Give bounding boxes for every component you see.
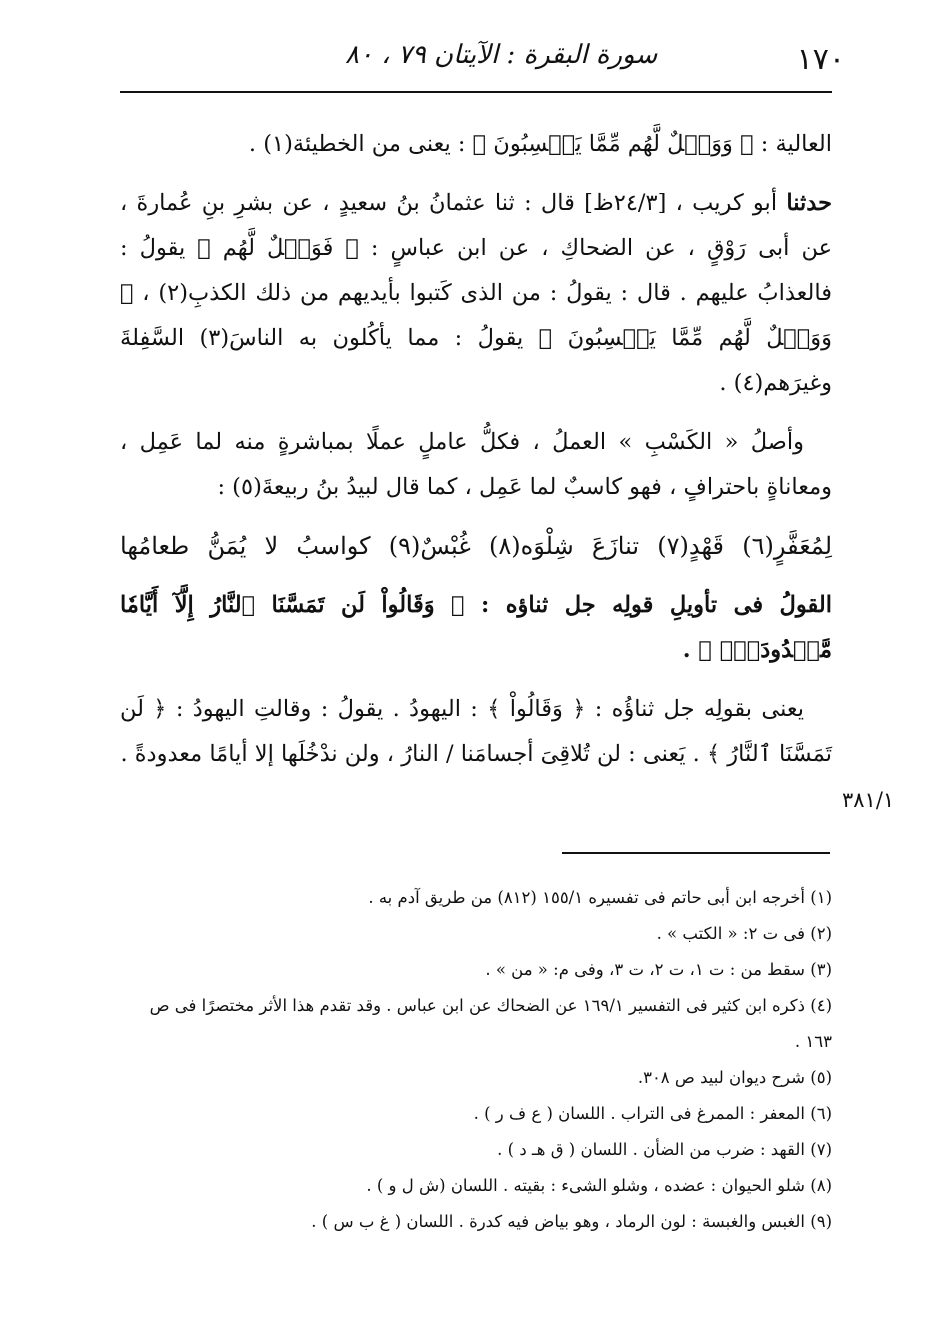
footnote-9: (٩) الغبس والغبسة : لون الرماد ، وهو بياض فيه كدرة . اللسان ( غ ب س ) . (311, 1212, 832, 1231)
isnad-lead: حدثنا (786, 190, 832, 216)
header-rule (120, 91, 832, 93)
section-heading: القولُ فى تأويلِ قولِه جل ثناؤه : ﴿ وَقَالُواْ لَن تَمَسَّنَا ٱلنَّارُ إِلَّآ أَيَّامٗا مَّعۡدُودَةٗۚ ﴾ . (120, 592, 832, 663)
footnote-8: (٨) شلو الحيوان : عضده ، وشلو الشىء : بقيته . اللسان (ش ل و ) . (366, 1176, 832, 1195)
footnote-1: (١) أخرجه ابن أبى حاتم فى تفسيره ١٥٥/١ (٨١٢) من طريق آدم به . (368, 888, 832, 907)
footnote-5: (٥) شرح ديوان لبيد ص ٣٠٨. (637, 1068, 832, 1087)
footnote-2: (٢) فى ت ٢: « الكتب » . (656, 924, 832, 943)
footnote-6: (٦) المعفر : الممرغ فى التراب . اللسان ( ع ف ر ) . (473, 1104, 832, 1123)
page-number: ١٧٠ (796, 42, 845, 77)
paragraph-2 (120, 181, 832, 406)
footnote-rule (562, 852, 830, 854)
main-text (120, 122, 832, 791)
poetry-verse: لِمُعَفَّرٍ(٦) قَهْدٍ(٧) تنازَعَ شِلْوَه(٨) غُبْسٌ(٩) كواسبُ لا يُمَنُّ طعامُها (120, 532, 833, 560)
footnote-3: (٣) سقط من : ت ١، ت ٢، ت ٣، وفى م: « من » . (485, 960, 832, 979)
paragraph-4: يعنى بقولِه جل ثناؤُه : ﴿ وَقَالُواْ ﴾ : اليهودُ . يقولُ : وقالتِ اليهودُ : ﴿ لَن تَمَسَّنَا ٱلنَّارُ ﴾ . يَعنى : لن تُلاقِىَ أجسامَنا / النارُ ، ولن ندْخُلَها إلا أيامًا معدودةً . (120, 696, 832, 767)
paragraph-3: وأصلُ « الكَسْبِ » العملُ ، فكلُّ عاملٍ عملًا بمباشرةٍ منه لما عَمِل ، ومعاناةٍ باحترافٍ ، فهو كاسبٌ لما عَمِل ، كما قال لبيدُ بنُ ربيعةَ(٥) : (120, 429, 832, 500)
running-header-title: سورة البقرة : الآيتان ٧٩ ، ٨٠ (345, 40, 658, 70)
footnote-7: (٧) القهد : ضرب من الضأن . اللسان ( ق هـ د ) . (497, 1140, 832, 1159)
paragraph-2-text: أبو كريب ، [٢٤/٣ظ] قال : ثنا عثمانُ بنُ سعيدٍ ، عن بشرِ بنِ عُمارةَ ، عن أبى رَوْقٍ ، عن الضحاكِ ، عن ابن عباسٍ : ﴿ فَوَيۡلٌ لَّهُم ﴾ يقولُ : فالعذابُ عليهم . قال : يقولُ : من الذى كَتبوا بأيديهم من ذلك الكذبِ(٢) ، ﴿ وَوَيۡلٌ لَّهُم مِّمَّا يَكۡسِبُونَ ﴾ يقولُ : مما يأكُلون به الناسَ(٣) السَّفِلةَ وغيرَهم(٤) . (120, 190, 832, 396)
footnotes (120, 880, 832, 1240)
paragraph-1: العالية : ﴿ وَوَيۡلٌ لَّهُم مِّمَّا يَكۡسِبُونَ ﴾ : يعنى من الخطيئة(١) . (248, 131, 832, 157)
margin-page-reference: ٣٨١/١ (842, 788, 895, 812)
footnote-4: (٤) ذكره ابن كثير فى التفسير ١٦٩/١ عن الضحاك عن ابن عباس . وقد تقدم هذا الأثر مختصرًا فى ص ١٦٣ . (149, 996, 832, 1051)
